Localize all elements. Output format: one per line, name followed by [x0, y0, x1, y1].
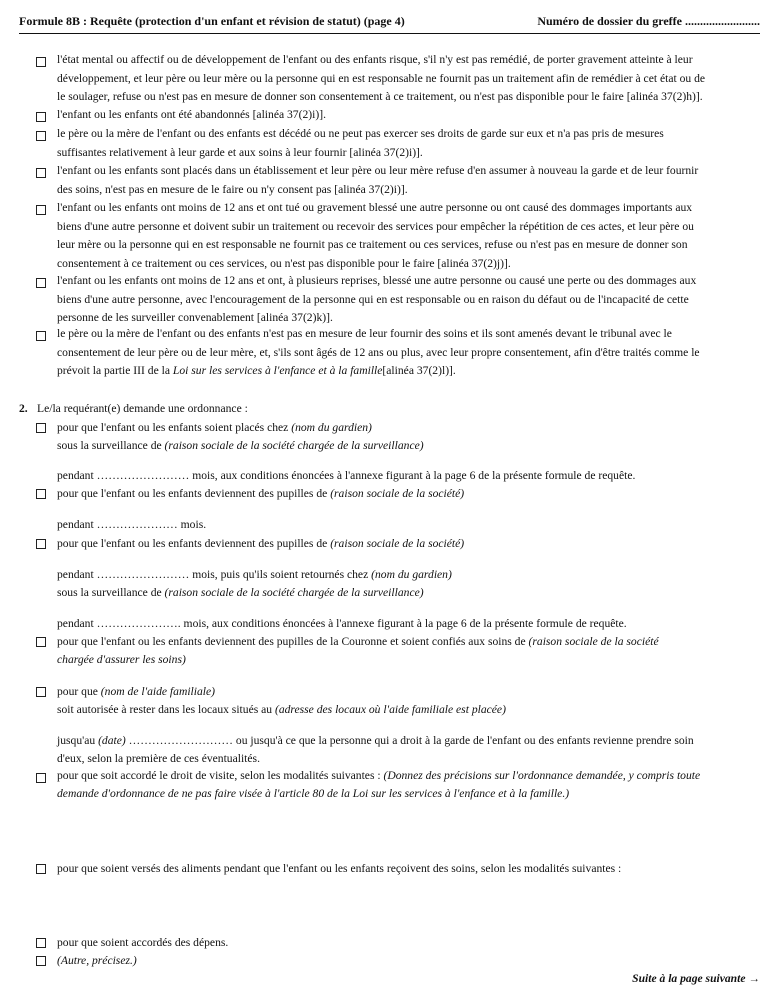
o2-text: pour que l'enfant ou les enfants deviennent des pupilles de [57, 487, 331, 500]
order-wts-line1 [57, 535, 464, 554]
o3-supervisor-name: (raison sociale de la société chargée de la surveillance) [164, 586, 424, 599]
order-other-line1 [57, 952, 137, 971]
ground-k-line1: l'enfant ou les enfants ont moins de 12 ans et ont, à plusieurs reprises, blessé une autre personne ou causé une perte ou des dommages aux [57, 274, 697, 287]
order-crown-line2 [57, 651, 186, 670]
o1-society-name: (raison sociale de la société chargée de la surveillance) [164, 439, 424, 452]
checkbox-ground-i-deceased[interactable] [36, 131, 46, 141]
order-ward-line2: pendant ………………… mois. [57, 518, 207, 531]
order-homemaker-line1 [57, 683, 215, 702]
order-costs-line1: pour que soient accordés des dépens. [57, 936, 229, 949]
checkbox-order-supervision[interactable] [36, 423, 46, 433]
o3-text: pour que l'enfant ou les enfants deviennent des pupilles de [57, 537, 331, 550]
ground-k-line2: biens d'une autre personne, avec l'encouragement de la personne qui en est responsable ou en raison du défaut ou de l'incapacité de cette [57, 292, 689, 306]
section-2-number: 2. [19, 402, 28, 415]
ground-i2-line1: le père ou la mère de l'enfant ou des enfants est décédé ou ne peut pas exercer ses droits de garde sur eux et n'a pas pris de mesures [57, 127, 664, 140]
ground-l-act-name: Loi sur les services à l'enfance et à la famille [172, 364, 383, 377]
court-file-number: Numéro de dossier du greffe ......................... [537, 14, 760, 28]
o6-text: pour que soit accordé le droit de visite, selon les modalités suivantes : [57, 769, 384, 782]
ground-h-line3: le soulager, refuse ou n'est pas en mesure de donner son consentement à ce traitement, ou n'est pas disponible pour le faire [alinéa 37(2)h)]. [57, 90, 703, 103]
checkbox-order-society-ward[interactable] [36, 489, 46, 499]
o1-text2: sous la surveillance de [57, 439, 165, 452]
header-divider [19, 33, 760, 34]
checkbox-order-crown-ward[interactable] [36, 637, 46, 647]
order-ward-line1 [57, 485, 464, 504]
checkbox-order-costs[interactable] [36, 938, 46, 948]
order-wts-line4: pendant …………………. mois, aux conditions énoncées à l'annexe figurant à la page 6 de la présente formule de requête. [57, 617, 627, 630]
page-header [19, 12, 760, 30]
ground-l-line1: le père ou la mère de l'enfant ou des enfants n'est pas en mesure de leur fournir des soins et ils sont amenés devant le tribunal avec le [57, 327, 672, 340]
ground-i-line1: l'enfant ou les enfants ont été abandonnés [alinéa 37(2)i)]. [57, 108, 326, 121]
o3-text3: sous la surveillance de [57, 586, 165, 599]
o9-specify: (Autre, précisez.) [57, 954, 137, 967]
checkbox-ground-h[interactable] [36, 57, 46, 67]
ground-i2-line2: suffisantes relativement à leur garde et aux soins à leur fournir [alinéa 37(2)i)]. [57, 145, 423, 159]
order-homemaker-line3 [57, 732, 694, 751]
order-wts-line2 [57, 566, 452, 585]
checkbox-order-homemaker[interactable] [36, 687, 46, 697]
o2-society-name: (raison sociale de la société) [330, 487, 465, 500]
o4-society-name-cont: chargée d'assurer les soins) [57, 653, 186, 666]
o1-guardian-name: (nom du gardien) [291, 421, 372, 434]
ground-j-line4: consentement à ce traitement ou ces services, ou n'est pas disponible pour le faire [alinéa 37(2)j)]. [57, 256, 511, 270]
order-supervision-line3: pendant …………………… mois, aux conditions énoncées à l'annexe figurant à la page 6 de la présente formule de requête. [57, 469, 636, 482]
form-title: Formule 8B : Requête (protection d'un enfant et révision de statut) (page 4) [19, 14, 405, 28]
checkbox-ground-l[interactable] [36, 331, 46, 341]
o1-text: pour que l'enfant ou les enfants soient placés chez [57, 421, 292, 434]
o6-details-hint: (Donnez des précisions sur l'ordonnance demandée, y compris toute [383, 769, 701, 782]
o4-text: pour que l'enfant ou les enfants deviennent des pupilles de la Couronne et soient confiés aux soins de [57, 635, 529, 648]
ground-l-text: prévoit la partie III de la [57, 364, 173, 377]
order-supervision-line1 [57, 419, 372, 438]
checkbox-order-ward-then-supervision[interactable] [36, 539, 46, 549]
checkbox-ground-i-institution[interactable] [36, 168, 46, 178]
ground-j-line2: biens d'une autre personne et doivent subir un traitement ou recevoir des services pour empêcher la répétition de ces actes, et leur père ou [57, 219, 694, 233]
o5-date: (date) [98, 734, 126, 747]
ground-j-line3: leur mère ou la personne qui en est responsable ne fournit pas ce traitement ou ces services, refuse ou n'est pas en mesure de donner son [57, 238, 688, 251]
ground-h-line1: l'état mental ou affectif ou de développement de l'enfant ou des enfants risque, s'il n'y est pas remédié, de porter gravement atteinte à leur [57, 53, 693, 66]
ground-l-line2: consentement de leur père ou de leur mère, et, s'ils sont âgés de 12 ans ou plus, avec leur propre consentement, afin d'être traités comme le [57, 345, 700, 359]
ground-i3-line2: des soins, n'est pas en mesure de le faire ou n'y consent pas [alinéa 37(2)i)]. [57, 182, 408, 196]
o4-society-name: (raison sociale de la société [528, 635, 659, 648]
ground-l-ref: [alinéa 37(2)l)]. [382, 364, 456, 377]
o6-details-hint2: demande d'ordonnance de ne pas faire visée à l'article 80 de la Loi sur les services à l'enfance et à la famille.) [57, 787, 570, 800]
section-2-title: Le/la requérant(e) demande une ordonnance : [37, 402, 248, 415]
checkbox-ground-i-abandoned[interactable] [36, 112, 46, 122]
checkbox-ground-j[interactable] [36, 205, 46, 215]
o5-text2: soit autorisée à rester dans les locaux situés au [57, 703, 275, 716]
order-homemaker-line4: d'eux, selon la première de ces éventualités. [57, 752, 260, 765]
checkbox-ground-k[interactable] [36, 278, 46, 288]
checkbox-order-access[interactable] [36, 773, 46, 783]
order-access-line1 [57, 767, 700, 786]
order-homemaker-line2 [57, 701, 506, 720]
o5-address: (adresse des locaux où l'aide familiale est placée) [274, 703, 506, 716]
o5-text3: ……………………… ou jusqu'à ce que la personne qui a droit à la garde de l'enfant ou des enfants revienne prendre soin [125, 734, 694, 747]
order-supervision-line2 [57, 437, 424, 456]
o3-society-name: (raison sociale de la société) [330, 537, 465, 550]
o5-until: jusqu'au [57, 734, 99, 747]
o5-homemaker-name: (nom de l'aide familiale) [100, 685, 216, 698]
o5-text: pour que [57, 685, 101, 698]
checkbox-order-other[interactable] [36, 956, 46, 966]
ground-h-line2: développement, et leur père ou leur mère ou la personne qui en est responsable ne fournit pas un traitement afin de remédier à cet état ou de [57, 71, 706, 85]
ground-l-line3 [57, 362, 456, 381]
order-crown-line1 [57, 633, 659, 652]
o3-text2: pendant …………………… mois, puis qu'ils soient retournés chez [57, 568, 372, 581]
ground-k-line3: personne de les surveiller convenablement [alinéa 37(2)k)]. [57, 311, 333, 324]
ground-i3-line1: l'enfant ou les enfants sont placés dans un établissement et leur père ou leur mère refuse d'en assumer à nouveau la garde et de leur fournir [57, 164, 699, 177]
order-support-line1: pour que soient versés des aliments pendant que l'enfant ou les enfants reçoivent des soins, selon les modalités suivantes : [57, 862, 622, 875]
order-access-line2 [57, 785, 569, 804]
order-wts-line3 [57, 584, 424, 603]
checkbox-order-support[interactable] [36, 864, 46, 874]
ground-j-line1: l'enfant ou les enfants ont moins de 12 ans et ont tué ou gravement blessé une autre personne ou ont causé des dommages importants aux [57, 201, 693, 214]
continued-next-page: Suite à la page suivante → [632, 972, 760, 985]
o3-guardian-name: (nom du gardien) [371, 568, 452, 581]
